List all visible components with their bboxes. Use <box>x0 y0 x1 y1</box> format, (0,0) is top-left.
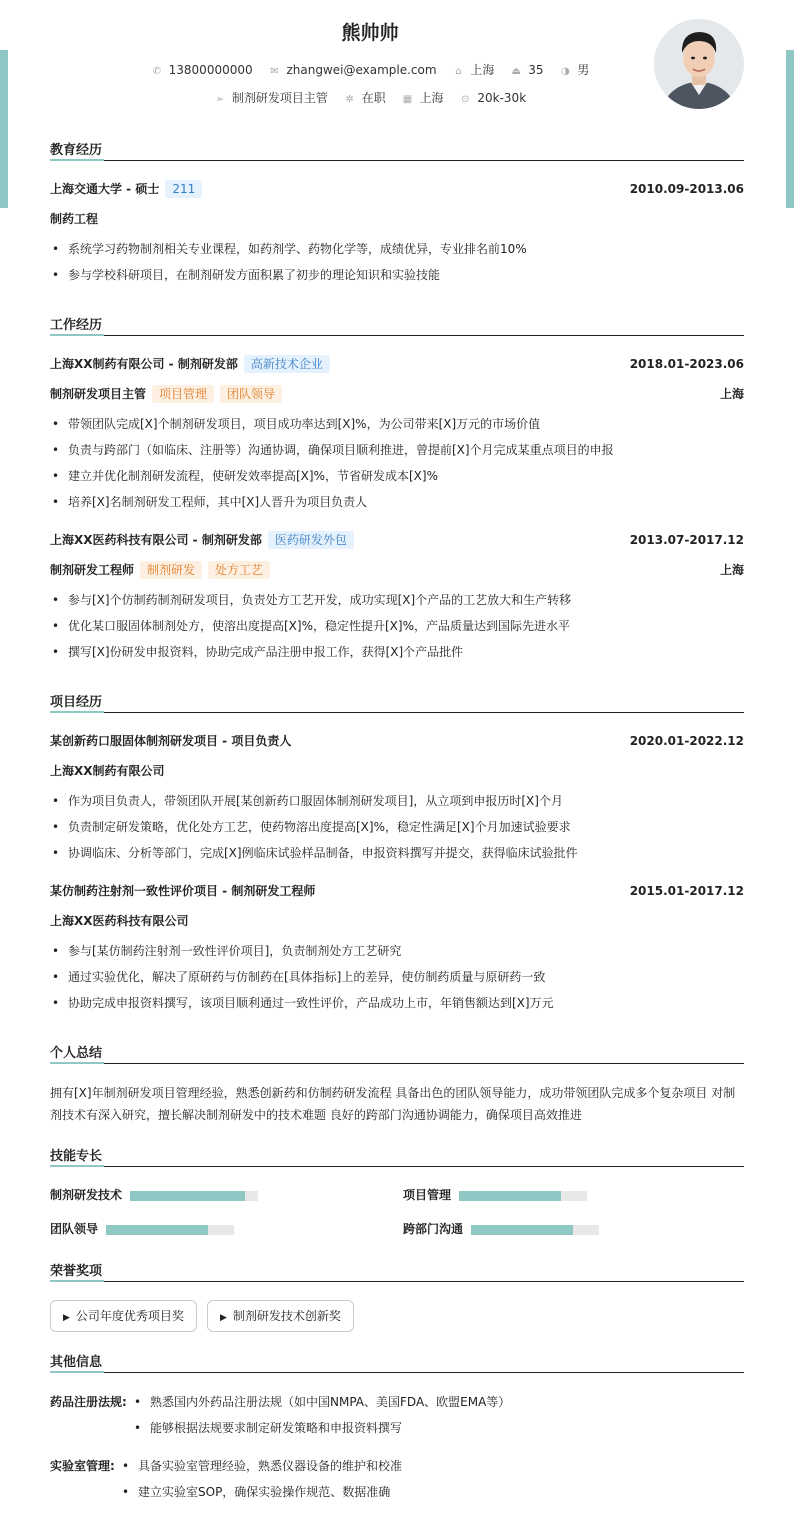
awards-section <box>50 1260 744 1335</box>
other-label: 药品注册法规: <box>50 1395 127 1409</box>
play-icon: ▶ <box>63 1313 70 1323</box>
list-item: • 负责制定研发策略，优化处方工艺，使药物溶出度提高[X]%，稳定性满足[X]个月加速试验要求 <box>50 818 744 836</box>
project-header <box>50 882 744 900</box>
age: ⏏ 35 <box>511 63 544 77</box>
skill-bar <box>459 1191 587 1201</box>
phone: ✆ 13800000000 <box>152 63 253 77</box>
award-badge: ▶ 制剂研发技术创新奖 <box>207 1300 354 1332</box>
section-title: 工作经历 <box>50 314 744 336</box>
skills-section <box>50 1145 744 1245</box>
summary-section <box>50 1042 744 1132</box>
work-section <box>50 314 744 674</box>
company-name: 上海XX制药有限公司 - 制剂研发部 <box>50 357 238 371</box>
age-icon: ⏏ <box>511 66 521 77</box>
skill-name: 项目管理 <box>403 1188 452 1202</box>
project-name: 某仿制药注射剂一致性评价项目 - 制剂研发工程师 <box>50 884 316 898</box>
company-name: 上海XX医药科技有限公司 - 制剂研发部 <box>50 533 262 547</box>
project-dates: 2015.01-2017.12 <box>629 884 744 898</box>
project-name: 某创新药口服固体制剂研发项目 - 项目负责人 <box>50 734 292 748</box>
job-dates: 2018.01-2023.06 <box>629 357 744 371</box>
major: 制药工程 <box>50 212 99 226</box>
section-title: 荣誉奖项 <box>50 1260 744 1282</box>
skill-name: 跨部门沟通 <box>403 1222 464 1236</box>
summary-line-2: 剂技术有深入研究，擅长解决制剂研发中的技术难题 良好的跨部门沟通协调能力，确保项目高效推进 <box>50 1108 582 1122</box>
school-name: 上海交通大学 - 硕士 <box>50 182 160 196</box>
other-info-section <box>50 1351 744 1511</box>
avatar <box>654 19 744 109</box>
skill-bar-fill <box>106 1225 208 1235</box>
mail-icon: ✉ <box>270 66 279 77</box>
email: ✉ zhangwei@example.com <box>270 63 437 77</box>
phone-icon: ✆ <box>152 66 161 77</box>
job-role: 制剂研发工程师 <box>50 563 135 577</box>
award-badge: ▶ 公司年度优秀项目奖 <box>50 1300 197 1332</box>
section-title: 个人总结 <box>50 1042 744 1064</box>
resume-header <box>0 0 794 120</box>
job-city: 上海 <box>719 563 744 577</box>
job-role: 制剂研发项目主管 <box>50 387 147 401</box>
skill-item <box>403 1186 587 1204</box>
gender: ◑ 男 <box>560 63 590 77</box>
gender-icon: ◑ <box>560 66 570 77</box>
candidate-name: 熊帅帅 <box>341 22 399 44</box>
building-icon: ▦ <box>402 94 413 105</box>
play-icon: ▶ <box>220 1313 227 1323</box>
skill-bar-fill <box>130 1191 245 1201</box>
job-role-row <box>50 385 744 403</box>
project-org: 上海XX制药有限公司 <box>50 764 165 778</box>
list-item: • 负责与跨部门（如临床、注册等）沟通协调，确保项目顺利推进，曾提前[X]个月完成某重点项目的申报 <box>50 441 744 459</box>
section-title: 项目经历 <box>50 691 744 713</box>
skill-bar <box>471 1225 599 1235</box>
job-intent-row <box>0 89 740 106</box>
job-header <box>50 355 744 373</box>
list-item: • 建立并优化制剂研发流程，使研发效率提高[X]%，节省研发成本[X]% <box>50 467 744 485</box>
project-dates: 2020.01-2022.12 <box>629 734 744 748</box>
home-icon: ⌂ <box>455 66 462 77</box>
education-section <box>50 139 744 289</box>
major-row <box>50 210 744 228</box>
list-item: • 协助完成申报资料撰写，该项目顺利通过一致性评价，产品成功上市，年销售额达到[X]万元 <box>50 994 744 1012</box>
skill-name: 团队领导 <box>50 1222 99 1236</box>
salary: ⊙ 20k-30k <box>461 91 527 105</box>
section-title: 其他信息 <box>50 1351 744 1373</box>
list-item: • 熟悉国内外药品注册法规（如中国NMPA、美国FDA、欧盟EMA等） <box>132 1393 510 1411</box>
job-header <box>50 531 744 549</box>
job-status: ✲ 在职 <box>345 91 386 105</box>
list-item: • 带领团队完成[X]个制剂研发项目，项目成功率达到[X]%，为公司带来[X]万元的市场价值 <box>50 415 744 433</box>
job-role-row <box>50 561 744 579</box>
school-tag: 211 <box>165 180 202 198</box>
job-dates: 2013.07-2017.12 <box>629 533 744 547</box>
project-header <box>50 732 744 750</box>
list-item: • 参与学校科研项目，在制剂研发方面积累了初步的理论知识和实验技能 <box>50 266 744 284</box>
other-label: 实验室管理: <box>50 1459 115 1473</box>
project-org-row <box>50 912 744 930</box>
summary-line-1: 拥有[X]年制剂研发项目管理经验，熟悉创新药和仿制药研发流程 具备出色的团队领导能力，成功带领团队完成多个复杂项目 对制 <box>50 1086 736 1100</box>
skill-bar <box>106 1225 234 1235</box>
list-item: • 撰写[X]份研发申报资料，协助完成产品注册申报工作，获得[X]个产品批件 <box>50 643 744 661</box>
list-item: • 系统学习药物制剂相关专业课程，如药剂学、药物化学等，成绩优异，专业排名前10% <box>50 240 744 258</box>
list-item: • 参与[某仿制药注射剂一致性评价项目]，负责制剂处方工艺研究 <box>50 942 744 960</box>
list-item: • 建立实验室SOP，确保实验操作规范、数据准确 <box>120 1483 390 1501</box>
list-item: • 协调临床、分析等部门，完成[X]例临床试验样品制备，申报资料撰写并提交，获得临床试验批件 <box>50 844 744 862</box>
skill-bar <box>130 1191 258 1201</box>
skill-item <box>403 1220 599 1238</box>
company-tag: 医药研发外包 <box>268 531 354 549</box>
role-tag: 团队领导 <box>220 385 282 403</box>
role-tag: 项目管理 <box>152 385 214 403</box>
education-dates: 2010.09-2013.06 <box>629 182 744 196</box>
list-item: • 作为项目负责人，带领团队开展[某创新药口服固体制剂研发项目]，从立项到申报历时[X]个月 <box>50 792 744 810</box>
target-city: ▦ 上海 <box>402 91 444 105</box>
list-item: • 优化某口服固体制剂处方，使溶出度提高[X]%，稳定性提升[X]%，产品质量达到国际先进水平 <box>50 617 744 635</box>
list-item: • 具备实验室管理经验，熟悉仪器设备的维护和校准 <box>120 1457 402 1475</box>
skill-bar-fill <box>459 1191 561 1201</box>
list-item: • 参与[X]个仿制药制剂研发项目，负责处方工艺开发，成功实现[X]个产品的工艺放大和生产转移 <box>50 591 744 609</box>
list-item: • 培养[X]名制剂研发工程师，其中[X]人晋升为项目负责人 <box>50 493 744 511</box>
company-tag: 高新技术企业 <box>244 355 330 373</box>
skill-item <box>50 1220 234 1238</box>
list-item: • 通过实验优化，解决了原研药与仿制药在[具体指标]上的差异，使仿制药质量与原研药一致 <box>50 968 744 986</box>
skill-item <box>50 1186 258 1204</box>
projects-section <box>50 691 744 1021</box>
project-org-row <box>50 762 744 780</box>
project-org: 上海XX医药科技有限公司 <box>50 914 189 928</box>
section-title: 技能专长 <box>50 1145 744 1167</box>
section-title: 教育经历 <box>50 139 744 161</box>
send-icon: ➢ <box>215 94 225 105</box>
target-position: ➢ 制剂研发项目主管 <box>215 91 328 105</box>
list-item: • 能够根据法规要求制定研发策略和申报资料撰写 <box>132 1419 402 1437</box>
status-icon: ✲ <box>345 94 354 105</box>
salary-icon: ⊙ <box>461 94 470 105</box>
location: ⌂ 上海 <box>452 61 494 78</box>
skill-name: 制剂研发技术 <box>50 1188 123 1202</box>
job-city: 上海 <box>719 387 744 401</box>
skill-bar-fill <box>471 1225 573 1235</box>
role-tag: 制剂研发 <box>140 561 202 579</box>
role-tag: 处方工艺 <box>208 561 270 579</box>
education-header <box>50 180 744 198</box>
contact-row <box>0 61 740 78</box>
